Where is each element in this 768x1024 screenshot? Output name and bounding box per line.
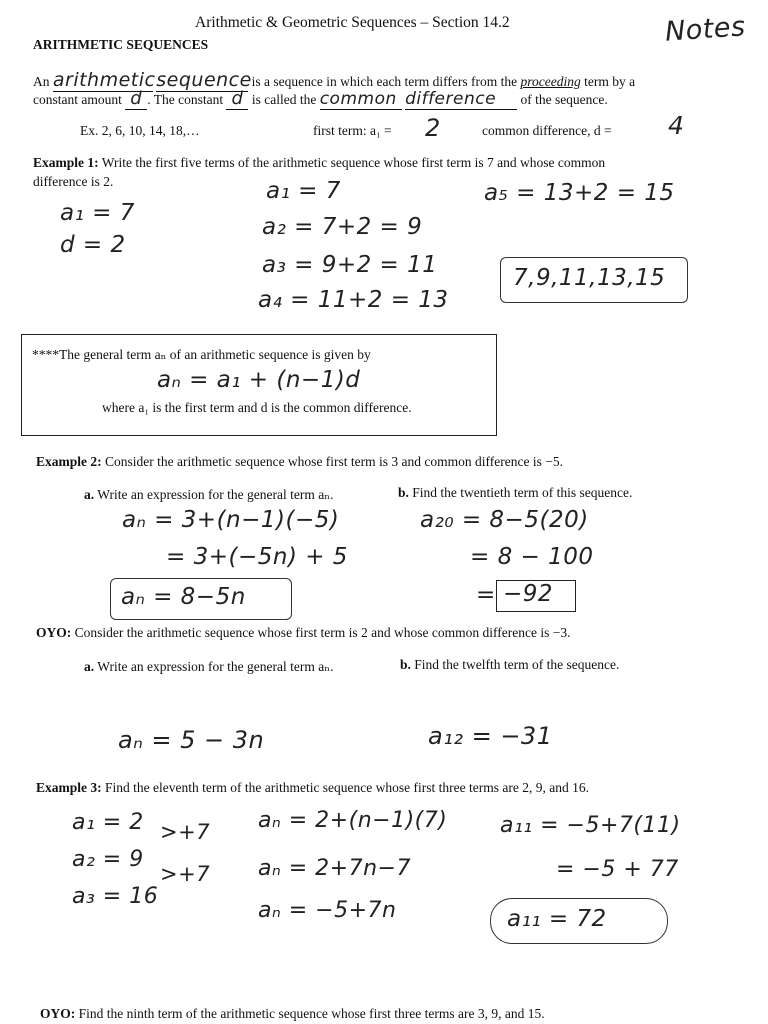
ex3-answer-box xyxy=(490,898,668,944)
common-difference-label: common difference, d = xyxy=(482,123,612,138)
ex2-b-answer: −92 xyxy=(503,581,554,607)
blank-common: common xyxy=(320,89,402,110)
first-term-label: first term: a₁ = xyxy=(313,123,392,138)
ex1-term-1: a₁ = 7 xyxy=(266,178,341,204)
ex2-b-equals: = xyxy=(476,582,496,608)
ex2-a-work-2: = 3+(−5n) + 5 xyxy=(166,544,348,570)
ex3-answer: a₁₁ = 72 xyxy=(507,906,607,932)
ex1-work-a1: a₁ = 7 xyxy=(60,200,135,226)
section-heading: ARITHMETIC SEQUENCES xyxy=(33,37,209,52)
blank-arithmetic: arithmetic xyxy=(52,69,156,91)
ex1-term-5: a₅ = 13+2 = 15 xyxy=(484,180,675,206)
ex1-answer-box xyxy=(500,257,688,303)
ex2-a-answer-box xyxy=(110,578,292,620)
ex3-formula-3: aₙ = −5+7n xyxy=(258,898,397,923)
ex3-a1: a₁ = 2 xyxy=(72,810,144,835)
example-2-part-b: b. Find the twentieth term of this sequence. xyxy=(398,485,633,500)
oyo-1-a-answer: aₙ = 5 − 3n xyxy=(118,726,265,754)
example-1-text-2: difference is 2. xyxy=(33,174,114,189)
oyo-1-part-b: b. Find the twelfth term of the sequence. xyxy=(400,657,620,672)
blank-d-2: d xyxy=(226,88,248,110)
ex1-term-3: a₃ = 9+2 = 11 xyxy=(262,252,438,278)
ex2-b-answer-box xyxy=(496,580,576,612)
oyo-1-text: OYO: Consider the arithmetic sequence whose first term is 2 and whose common difference is −3. xyxy=(36,625,571,640)
first-term-value: 2 xyxy=(425,114,441,142)
ex3-calc-2: = −5 + 77 xyxy=(556,857,679,882)
ex1-work-d: d = 2 xyxy=(60,232,126,258)
example-sequence: Ex. 2, 6, 10, 14, 18,… xyxy=(80,123,200,138)
ex2-b-work-1: a₂₀ = 8−5(20) xyxy=(420,507,589,533)
ex3-diff-2: >+7 xyxy=(160,862,211,886)
general-term-formula: aₙ = a₁ + (n−1)d xyxy=(157,367,361,393)
definition-line-1: An arithmetic sequence is a sequence in which each term differs from the proceeding term by a xyxy=(33,69,636,91)
general-term-where: where a₁ is the first term and d is the common difference. xyxy=(102,400,412,415)
ex2-b-work-2: = 8 − 100 xyxy=(470,544,594,570)
ex1-term-2: a₂ = 7+2 = 9 xyxy=(262,214,423,240)
ex3-formula-1: aₙ = 2+(n−1)(7) xyxy=(258,808,448,833)
ex1-term-4: a₄ = 11+2 = 13 xyxy=(258,287,449,313)
example-3-text: Example 3: Find the eleventh term of the arithmetic sequence whose first three terms are 2, 9, and 16. xyxy=(36,780,589,795)
ex3-diff-1: >+7 xyxy=(160,820,211,844)
definition-line-2: constant amount d . The constant d is called the common difference of the sequence. xyxy=(33,88,608,109)
oyo-1-b-answer: a₁₂ = −31 xyxy=(428,722,553,750)
ex2-a-answer: aₙ = 8−5n xyxy=(121,584,246,610)
blank-d-1: d xyxy=(125,88,147,110)
proceeding-term: proceeding xyxy=(520,74,581,89)
ex3-calc-1: a₁₁ = −5+7(11) xyxy=(500,813,681,838)
oyo-2-text: OYO: Find the ninth term of the arithmetic sequence whose first three terms are 3, 9, and 15. xyxy=(40,1006,545,1021)
notes-label: Notes xyxy=(664,11,747,48)
ex1-answer: 7,9,11,13,15 xyxy=(513,265,666,291)
ex3-a3: a₃ = 16 xyxy=(72,884,159,909)
ex2-a-work-1: aₙ = 3+(n−1)(−5) xyxy=(122,507,340,533)
general-term-text: ****The general term aₙ of an arithmetic sequence is given by xyxy=(32,347,371,362)
blank-sequence: sequence xyxy=(156,69,252,91)
page-title: Arithmetic & Geometric Sequences – Section 14.2 xyxy=(195,14,510,31)
example-1-text: Example 1: Write the first five terms of the arithmetic sequence whose first term is 7 and whose common xyxy=(33,155,606,170)
example-2-part-a: a. Write an expression for the general term aₙ. xyxy=(84,487,334,502)
oyo-1-part-a: a. Write an expression for the general term aₙ. xyxy=(84,659,334,674)
example-2-text: Example 2: Consider the arithmetic sequence whose first term is 3 and common difference is −5. xyxy=(36,454,563,469)
ex3-a2: a₂ = 9 xyxy=(72,847,144,872)
blank-difference: difference xyxy=(405,89,517,110)
general-term-box xyxy=(21,334,497,436)
common-difference-value: 4 xyxy=(668,111,685,140)
ex3-formula-2: aₙ = 2+7n−7 xyxy=(258,856,411,881)
